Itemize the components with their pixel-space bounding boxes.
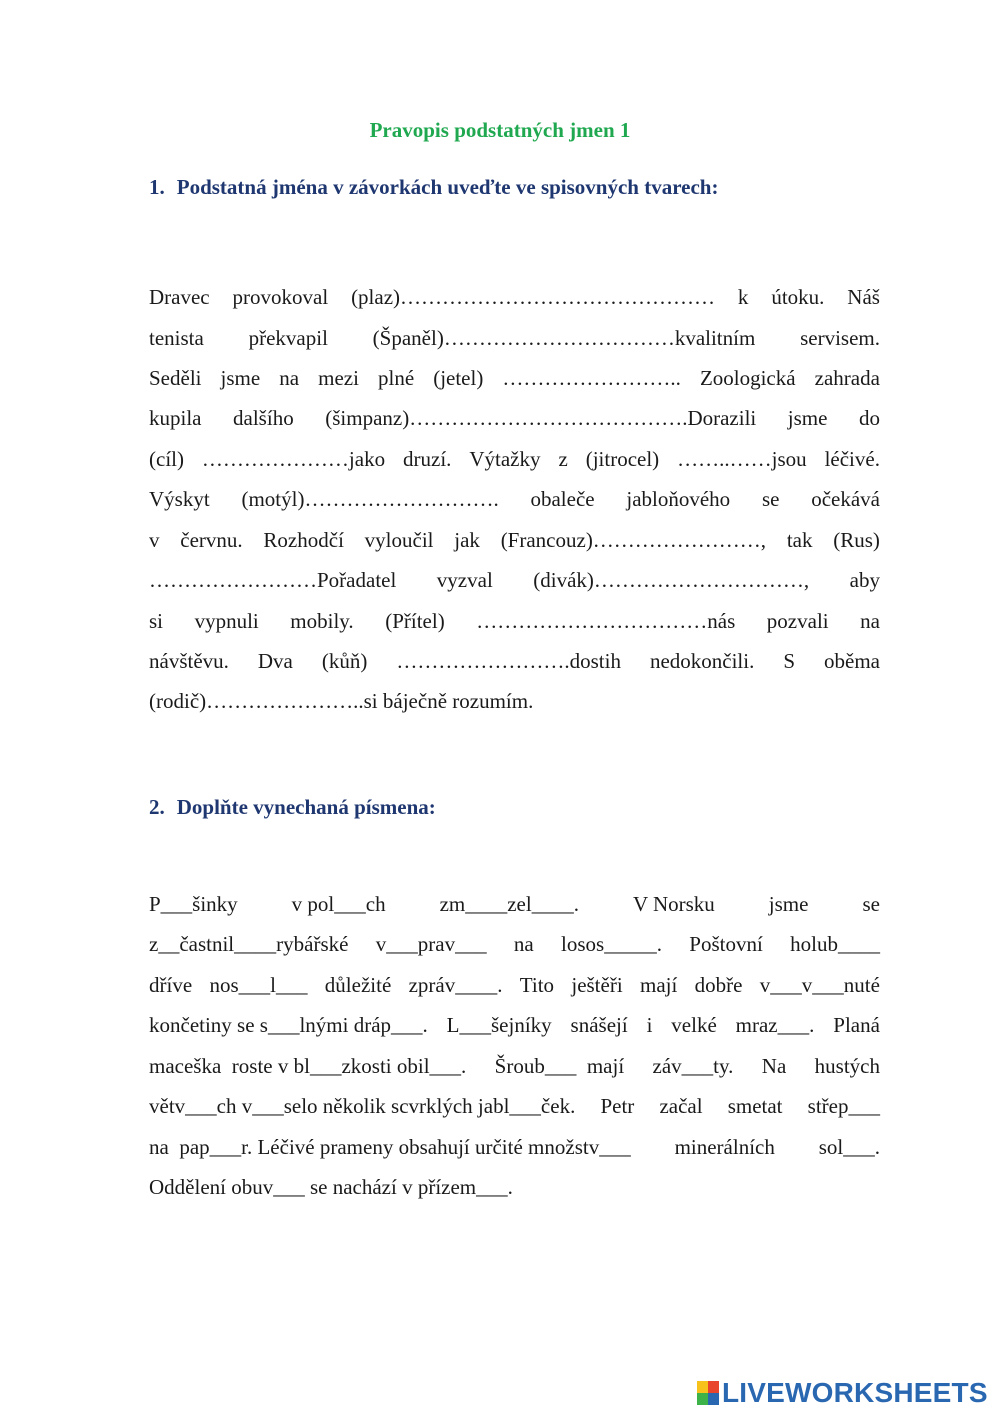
word: maceška roste v bl___zkosti obil___. [149, 1054, 467, 1078]
word: (cíl) [149, 447, 184, 471]
word: Šroub___ mají [494, 1054, 625, 1078]
logo-square [697, 1381, 708, 1393]
word: v pol___ch [291, 892, 386, 916]
word: Planá [833, 1013, 880, 1037]
section-2-line [149, 1053, 880, 1079]
section-2-instruction: Doplňte vynechaná písmena: [176, 795, 436, 819]
word: holub____ [790, 932, 880, 956]
word: (jetel) [433, 366, 484, 390]
word: ……………………Pořadatel [149, 568, 397, 592]
section-1-line [149, 567, 880, 593]
word: Dravec [149, 285, 210, 309]
word: větv___ch v___selo několik scvrklých jabl___ček. [149, 1094, 576, 1118]
word: jak [454, 528, 480, 552]
word: druzí. [403, 447, 452, 471]
word: velké [671, 1013, 717, 1037]
word: pozvali [766, 609, 829, 633]
word: smetat [727, 1094, 783, 1118]
word: červnu. [180, 528, 243, 552]
word: S [783, 649, 796, 673]
word: (Španěl)……………………………kvalitním [372, 326, 756, 350]
word: dalšího [233, 406, 294, 430]
word: překvapil [248, 326, 328, 350]
word: k [737, 285, 749, 309]
liveworksheets-logo-text: LIVEWORKSHEETS [722, 1377, 988, 1408]
word: mezi [318, 366, 359, 390]
word: se [862, 892, 880, 916]
word: mají [639, 973, 678, 997]
word: (divák)…………………………, [533, 568, 810, 592]
logo-square [708, 1381, 719, 1393]
word: záv___ty. [652, 1054, 734, 1078]
word: losos_____. [561, 932, 662, 956]
worksheet-title: Pravopis podstatných jmen 1 [369, 118, 631, 142]
word: střep___ [807, 1094, 880, 1118]
word: sol___. [818, 1135, 880, 1159]
word: (šimpanz)………………………………….Dorazili [325, 406, 757, 430]
word: ……………………………nás [476, 609, 736, 633]
word: Zoologická [699, 366, 796, 390]
liveworksheets-logo-icon [697, 1381, 719, 1405]
word: Seděli [149, 366, 202, 390]
word: servisem. [800, 326, 880, 350]
word: zm____zel____. [439, 892, 579, 916]
word: nedokončili. [649, 649, 755, 673]
word: provokoval [232, 285, 329, 309]
word: plné [378, 366, 415, 390]
word: si [149, 609, 164, 633]
word: začal [659, 1094, 703, 1118]
word: očekává [811, 487, 880, 511]
section-1-line: (rodič)…………………..si báječně rozumím. [149, 689, 534, 713]
word: na pap___r. Léčivé prameny obsahují určité množstv___ [149, 1135, 631, 1159]
word: (plaz)……………………………………… [351, 285, 716, 309]
logo-square [708, 1393, 719, 1405]
word: Náš [847, 285, 880, 309]
section-1-instruction: Podstatná jména v závorkách uveďte ve spisovných tvarech: [176, 175, 719, 199]
word: minerálních [674, 1135, 775, 1159]
word: …………………jako [201, 447, 386, 471]
word: kupila [149, 406, 202, 430]
section-2-line [149, 1134, 880, 1160]
word: vyloučil [364, 528, 434, 552]
word: Výskyt [149, 487, 210, 511]
word: v___v___nuté [759, 973, 880, 997]
word: L___šejníky [446, 1013, 552, 1037]
word: (Francouz)……………………, [500, 528, 767, 552]
section-1-line [149, 648, 880, 674]
word: oběma [824, 649, 880, 673]
word: mraz___. [735, 1013, 815, 1037]
word: jabloňového [626, 487, 731, 511]
word: (Přítel) [385, 609, 445, 633]
word: jsme [768, 892, 809, 916]
word: v___prav___ [375, 932, 487, 956]
word: Oddělení obuv___ se nachází v přízem___. [149, 1175, 513, 1199]
word: Na [761, 1054, 787, 1078]
section-2-number: 2. [149, 795, 165, 819]
section-1-heading [149, 175, 718, 200]
word: hustých [814, 1054, 880, 1078]
section-2-line [149, 972, 880, 998]
section-1-line [149, 365, 880, 391]
word: končetiny se s___lnými dráp___. [149, 1013, 428, 1037]
section-2-line [149, 891, 880, 917]
word: Výtažky [469, 447, 541, 471]
word: léčivé. [824, 447, 880, 471]
section-1-line [149, 325, 880, 351]
word: na [513, 932, 534, 956]
word: Rozhodčí [263, 528, 344, 552]
word: ještěři [571, 973, 623, 997]
word: Poštovní [689, 932, 763, 956]
section-2-heading [149, 795, 436, 820]
word: V Norsku [632, 892, 715, 916]
word: zahrada [814, 366, 880, 390]
section-1-line [149, 527, 880, 553]
word: Petr [600, 1094, 635, 1118]
section-1-line [149, 405, 880, 431]
liveworksheets-logo [697, 1378, 988, 1408]
word: …………………….. [502, 366, 681, 390]
word: dříve [149, 973, 193, 997]
word: jsme [787, 406, 828, 430]
logo-square [697, 1393, 708, 1405]
word: aby [849, 568, 880, 592]
word: (kůň) [321, 649, 368, 673]
word: tak [786, 528, 813, 552]
word: důležité [324, 973, 392, 997]
word: zpráv____. [408, 973, 503, 997]
section-1-number: 1. [149, 175, 165, 199]
word: do [859, 406, 880, 430]
word: snášejí [570, 1013, 628, 1037]
word: i [646, 1013, 653, 1037]
section-2-line [149, 1012, 880, 1038]
word: návštěvu. [149, 649, 229, 673]
word: z [558, 447, 568, 471]
word: obaleče [530, 487, 595, 511]
word: P___šinky [149, 892, 238, 916]
word: ……..……jsou [677, 447, 807, 471]
word: Tito [519, 973, 555, 997]
word: vyzval [436, 568, 493, 592]
word: nos___l___ [209, 973, 308, 997]
section-1-line [149, 446, 880, 472]
word: (motýl)………………………. [241, 487, 499, 511]
word: mobily. [290, 609, 354, 633]
word: útoku. [771, 285, 825, 309]
section-2-line [149, 931, 880, 957]
word: z__častnil____rybářské [149, 932, 349, 956]
section-2-line [149, 1174, 880, 1200]
word: se [761, 487, 780, 511]
word: na [860, 609, 880, 633]
word: Dva [257, 649, 293, 673]
section-2-line [149, 1093, 880, 1119]
word: (Rus) [833, 528, 880, 552]
word: …………………….dostih [396, 649, 621, 673]
word: (jitrocel) [585, 447, 660, 471]
word: tenista [149, 326, 204, 350]
word: dobře [694, 973, 743, 997]
word: vypnuli [194, 609, 259, 633]
word: jsme [220, 366, 261, 390]
word: v [149, 528, 160, 552]
section-1-line [149, 284, 880, 310]
section-1-line [149, 486, 880, 512]
word: na [279, 366, 300, 390]
section-1-line [149, 608, 880, 634]
